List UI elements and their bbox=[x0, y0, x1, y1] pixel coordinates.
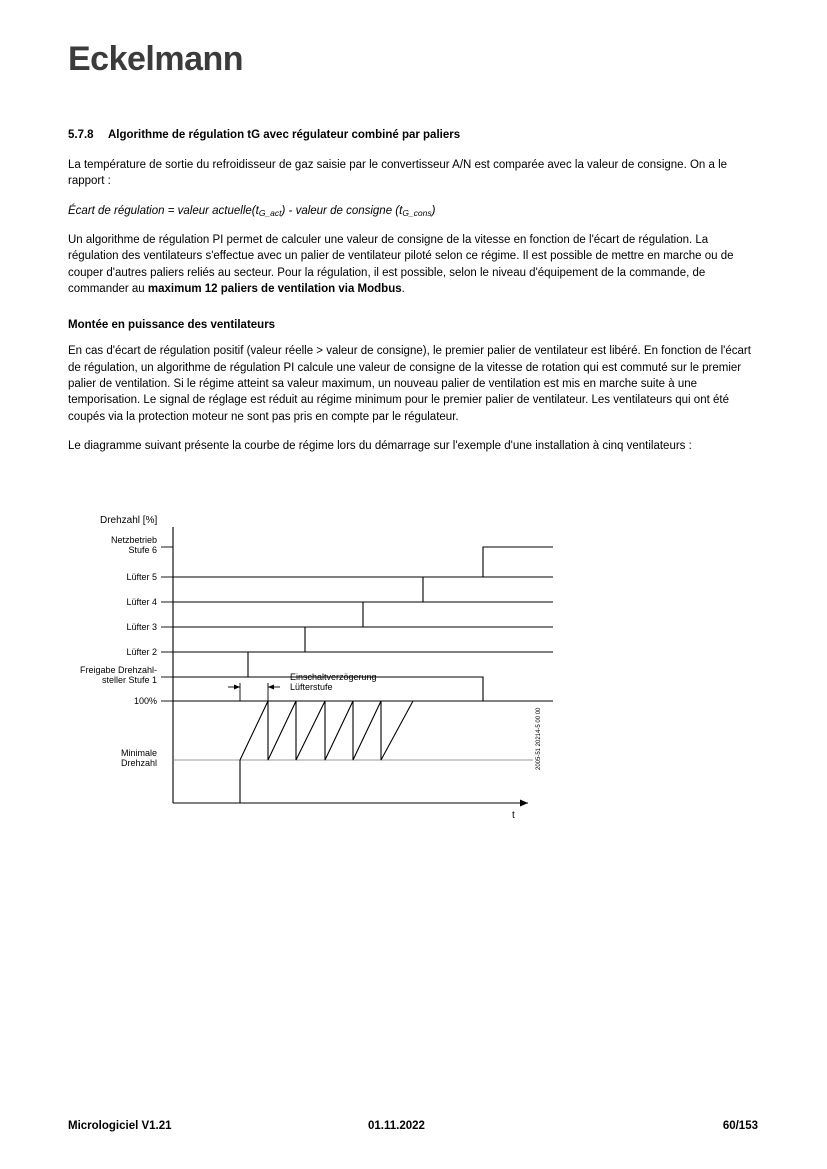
speed-sawtooth-curve bbox=[240, 701, 413, 760]
paragraph-2-emphasis: maximum 12 paliers de ventilation via Modbus bbox=[147, 282, 402, 295]
formula-sub-1: G_act bbox=[258, 207, 282, 218]
step-stage5 bbox=[423, 577, 553, 602]
level-label-netzbetrieb-2: Stufe 6 bbox=[128, 545, 157, 555]
paragraph-2-part-a: Un algorithme de régulation PI permet de calculer une valeur de consigne de la vitesse en fonction de l'écart de régulation. La régulation des ventilateurs s'effectue avec un palier de ventilateur piloté selon ce régime. Il est possible de mettre en marche ou de couper d'autres paliers reliés au secteur. Pour la régulation, il est possible, selon le niveau d'équipement de la commande, de commander au bbox=[68, 233, 734, 295]
formula-line bbox=[68, 203, 758, 219]
paragraph-4: Le diagramme suivant présente la courbe de régime lors du démarrage sur l'exemple d'une installation à cinq ventilateurs : bbox=[68, 439, 692, 452]
formula-sub-2: G_cons bbox=[402, 207, 432, 218]
level-label-minimale-1: Minimale bbox=[120, 748, 157, 758]
level-label-lufter5: Lüfter 5 bbox=[126, 572, 157, 582]
level-label-minimale-2: Drehzahl bbox=[120, 758, 157, 768]
x-axis-label: t bbox=[512, 810, 515, 821]
formula-mid: ) - valeur de consigne (t bbox=[281, 204, 403, 217]
paragraph-2 bbox=[68, 232, 758, 297]
annotation-line-1: Einschaltverzögerung bbox=[290, 672, 377, 682]
document-content bbox=[68, 128, 758, 467]
section-title-text: Algorithme de régulation tG avec régulateur combiné par paliers bbox=[108, 129, 461, 141]
level-label-lufter2: Lüfter 2 bbox=[126, 647, 157, 657]
y-axis-label: Drehzahl [%] bbox=[100, 515, 158, 526]
level-label-freigabe-2: steller Stufe 1 bbox=[101, 675, 157, 685]
formula-pre: Écart de régulation = valeur actuelle(t bbox=[68, 204, 259, 217]
level-label-freigabe-1: Freigabe Drehzahl- bbox=[79, 665, 157, 675]
x-axis-arrow bbox=[520, 800, 528, 807]
footer-page-number: 60/153 bbox=[722, 1120, 758, 1132]
step-stage4 bbox=[363, 602, 553, 627]
annotation-line-2: Lüfterstufe bbox=[290, 682, 333, 692]
paragraph-3: En cas d'écart de régulation positif (valeur réelle > valeur de consigne), le premier palier de ventilateur est libéré. En fonction de l'écart de régulation, un algorithme de régulation PI calcule une valeur de consigne de la vitesse de rotation qui est commuté sur le premier palier de ventilation. Si le régime atteint sa valeur maximum, un nouveau palier de ventilation est mis en marche suite à une temporisation. Le signal de réglage est réduit au régime minimum pour le premier palier de ventilateur. Les ventilateurs qui ont été coupés via la protection moteur ne sont pas pris en compte par le régulateur. bbox=[68, 345, 751, 423]
level-labels bbox=[80, 535, 157, 768]
level-label-100pct: 100% bbox=[133, 696, 157, 706]
company-logo: Eckelmann bbox=[68, 40, 244, 78]
step-stage3 bbox=[305, 627, 553, 652]
delay-arrow-right-head bbox=[268, 685, 274, 690]
section-number: 5.7.8 bbox=[68, 129, 94, 141]
footer-left: Micrologiciel V1.21 bbox=[68, 1120, 172, 1132]
paragraph-2-part-b: . bbox=[401, 282, 405, 295]
paragraph-1: La température de sortie du refroidisseur de gaz saisie par le convertisseur A/N est comparée avec la valeur de consigne. On a le rapport : bbox=[68, 158, 728, 188]
subsection-heading: Montée en puissance des ventilateurs bbox=[68, 319, 276, 332]
footer-center: 01.11.2022 bbox=[368, 1120, 425, 1132]
level-label-netzbetrieb-1: Netzbetrieb bbox=[110, 535, 157, 545]
speed-ramp-diagram bbox=[68, 505, 568, 835]
delay-arrow-left-head bbox=[234, 685, 240, 690]
drawing-number: 2005-51 20214-5 00 00 bbox=[536, 707, 542, 770]
level-label-lufter3: Lüfter 3 bbox=[126, 622, 157, 632]
step-stage6 bbox=[483, 547, 553, 577]
level-label-lufter4: Lüfter 4 bbox=[126, 597, 157, 607]
formula-post: ) bbox=[431, 204, 436, 217]
level-ticks bbox=[161, 547, 173, 701]
section-heading bbox=[68, 128, 758, 143]
